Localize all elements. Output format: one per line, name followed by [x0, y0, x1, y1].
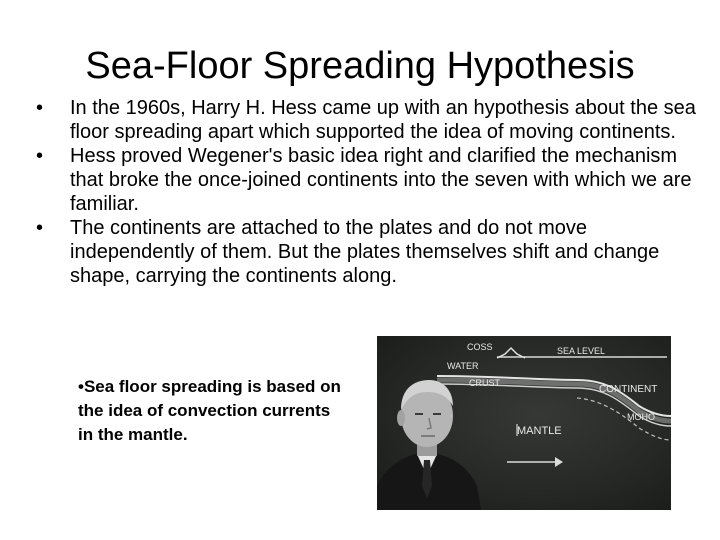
bullet-text: The continents are attached to the plates and do not move independently of them. But the plates themselves shift and change shape, carrying the continents along. — [70, 217, 660, 287]
bullet-marker: • — [36, 145, 44, 167]
bullet-marker: • — [36, 97, 44, 119]
chalk-label-coast: COSS — [467, 342, 493, 352]
chalk-label-crust: CRUST — [469, 378, 500, 388]
hess-chalkboard-photo — [377, 336, 671, 510]
chalk-label-mantle: MANTLE — [517, 425, 562, 437]
slide-title: Sea-Floor Spreading Hypothesis — [85, 45, 635, 87]
bullet-item — [36, 216, 696, 288]
bullet-text: Hess proved Wegener's basic idea right and clarified the mechanism that broke the once-joined continents into the seven with which we are familiar. — [70, 145, 692, 215]
ear — [397, 410, 405, 426]
chalk-label-sea-level: SEA LEVEL — [557, 346, 606, 356]
bullet-list — [36, 96, 696, 288]
photo-caption: •Sea floor spreading is based on the idea of convection currents in the mantle. — [78, 377, 341, 444]
bullet-marker: • — [36, 217, 44, 239]
bullet-item — [36, 144, 696, 216]
chalk-label-water: WATER — [447, 361, 479, 371]
bullet-item — [36, 96, 696, 144]
chalk-label-continent: CONTINENT — [599, 384, 658, 395]
bullet-text: In the 1960s, Harry H. Hess came up with an hypothesis about the sea floor spreading apart which supported the idea of moving continents. — [70, 97, 696, 143]
chalk-label-moho: MOHO — [627, 412, 655, 422]
